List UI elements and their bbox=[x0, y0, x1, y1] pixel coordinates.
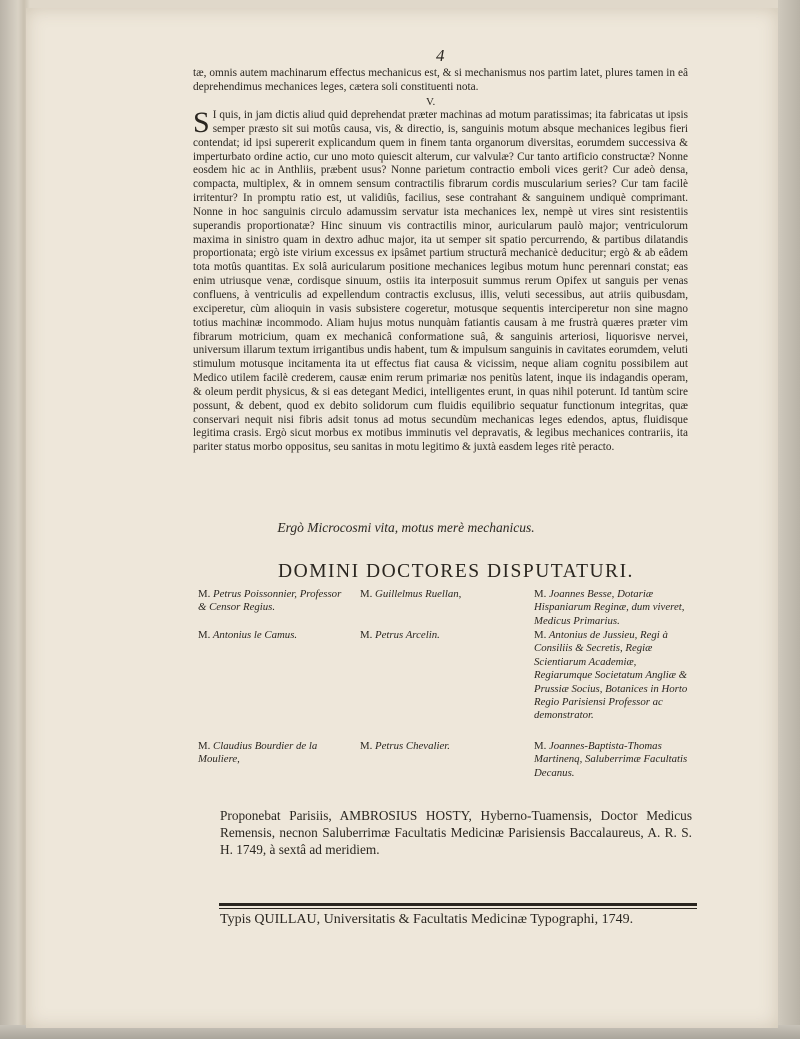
doctor-name: Joannes Besse, Dotariæ Hispaniarum Reginæ, dum viveret, Medicus Primarius. bbox=[534, 588, 685, 627]
doctor-entry bbox=[534, 740, 694, 780]
doctor-entry bbox=[534, 588, 694, 628]
doctor-name: Claudius Bourdier de la Mouliere, bbox=[198, 740, 318, 766]
doctor-prefix: M. bbox=[360, 588, 373, 600]
doctor-name: Petrus Poissonnier, Professor & Censor Regius. bbox=[198, 588, 342, 614]
doctor-entry bbox=[360, 740, 525, 753]
doctor-prefix: M. bbox=[198, 588, 211, 600]
doctor-prefix: M. bbox=[198, 629, 211, 641]
page-number: 4 bbox=[436, 46, 445, 65]
section-number: V. bbox=[426, 96, 436, 108]
doctor-name: Antonius de Jussieu, Regi à Consiliis & Secretis, Regiæ Scientiarum Academiæ, Regiarumque Societatum Angliæ & Prussiæ Socius, Botanices in Horto Regio Parisiensi Professor ac demonstrator. bbox=[534, 629, 688, 722]
doctor-name: Joannes-Baptista-Thomas Martinenq, Saluberrimæ Facultatis Decanus. bbox=[534, 740, 688, 779]
document-page bbox=[26, 8, 778, 1028]
main-paragraph bbox=[193, 106, 688, 455]
paragraph-text: I quis, in jam dictis aliud quid deprehendat præter machinas ad motum paratissimas; ita fabricatas ut ipsis semper præsto sit sui motûs causa, vis, & directio, is, sanguinis motum absque mechanices legibus fieri contendat; id ipsi supererit explicandum quem in finem tanta organorum diversitas, eorumdem successiva & imperturbato ordine actio, cur uno moto quiescit alterum, cur valvulæ? Cur tanto artificio constructæ? Nonne eosdem hic ac in Anthliis, præbent usus? Nonne parietum contractio emboli vices gerit? Cur adeò densa, compacta, multiplex, & in omnem sensum contractilis fibrarum cordis muscularium series? Cur tam facilè irritentur? In promptu ratio est, ut validiûs, facilius, sese contrahant & sanguinem undiquè comprimant. Nonne in hoc sanguinis circulo adamussim servatur ista mechanices lex, nempè ut vires sint resistentiis superandis proportionatæ? Hinc sinuum vis contractilis minor, auricularum paulò major; ventriculorum maxima in sinistro quam in dextro adhuc major, ita ut semper sit spatio percurrendo, & partibus dilatandis proportionata; ergò iste virium excessus ex ipsâmet partium structurâ mechanicè deducitur; ergò & ab eâdem tota motûs quantitas. Ex solâ auricularum positione mechanices legibus motum hunc perennari constat; eas enim utriusque venæ, cordisque sinuum, ostiis ita interposuit summus rerum Opifex ut sanguis per venas confluens, à ventriculis ad expellendum contractis exclusus, illis, veluti secessibus, aut atriis quibusdam, exciperetur, cùm alioquin in vasis subsistere cogeretur, motusque sequentis interciperetur non sine magno totius machinæ incommodo. Aliam hujus motus nunquàm fatiantis causam à me frustrà quæres præter vim fibrarum motricium, quam ex mechanicâ conformatione suâ, & sanguinis arteriosi, liquorisve nervei, universum illarum textum irrigantibus undis habent, tum & impulsum sanguinis in cavitates eorumdem, veluti stimulum motusque incitamenta ita ut effectus fiat causa & vicissim, neque aliam cognitu possibilem aut Medico utilem facilè crederem, causæ enim rerum primariæ nos penitùs latent, inque iis indagandis operam, & oleum perdit physicus, & si eas detegant Medici, intelligentes erunt, in quas nihil poterunt. Id tantùm scire possunt, & debent, quod ex debito solidorum cum fluidis equilibrio sequatur functionum integritas, quæ conservari nequit nisi fibris adsit tonus ad motus secundùm mechanicas leges edendos, aptus, fluidisque legitima crasis. Ergò sicut morbus ex motibus imminutis vel depravatis, & legibus mechanices contrariis, ita pariter status morbo oppositus, seu sanitas in motu legitimo & juxtà easdem leges ritè peracto. bbox=[193, 109, 688, 454]
doctor-prefix: M. bbox=[534, 629, 547, 641]
divider-rule-thin bbox=[219, 908, 697, 909]
drop-cap: S bbox=[193, 106, 210, 139]
doctor-name: Petrus Arcelin. bbox=[375, 629, 440, 641]
doctor-name: Antonius le Camus. bbox=[212, 629, 298, 641]
divider-rule-thick bbox=[219, 903, 697, 906]
doctor-name: Guillelmus Ruellan, bbox=[375, 588, 462, 600]
doctor-name: Petrus Chevalier. bbox=[375, 740, 450, 752]
doctor-entry bbox=[534, 629, 694, 723]
thesis-conclusion: Ergò Microcosmi vita, motus merè mechanicus. bbox=[277, 520, 535, 535]
doctor-entry bbox=[198, 740, 353, 767]
doctor-entry bbox=[360, 629, 525, 642]
proponebat-statement: Proponebat Parisiis, AMBROSIUS HOSTY, Hyberno-Tuamensis, Doctor Medicus Remensis, necnon Saluberrimæ Facultatis Medicinæ Parisiensis Baccalaureus, A. R. S. H. 1749, à sextâ ad meridiem. bbox=[220, 808, 692, 857]
doctor-prefix: M. bbox=[198, 740, 211, 752]
doctor-entry bbox=[198, 588, 348, 615]
doctor-entry bbox=[360, 588, 525, 601]
carryover-text: tæ, omnis autem machinarum effectus mechanicus est, & si mechanismus nos partim latet, plures tamen in eâ deprehendimus mechanices leges, cætera soli constituenti nota. bbox=[193, 67, 688, 93]
doctor-prefix: M. bbox=[534, 740, 547, 752]
doctors-heading: DOMINI DOCTORES DISPUTATURI. bbox=[278, 561, 634, 582]
doctor-prefix: M. bbox=[534, 588, 547, 600]
page-edge-right bbox=[778, 0, 800, 1039]
printer-imprint: Typis QUILLAU, Universitatis & Facultatis Medicinæ Typographi, 1749. bbox=[220, 912, 634, 927]
doctor-prefix: M. bbox=[360, 740, 373, 752]
doctor-entry bbox=[198, 629, 348, 642]
doctor-prefix: M. bbox=[360, 629, 373, 641]
